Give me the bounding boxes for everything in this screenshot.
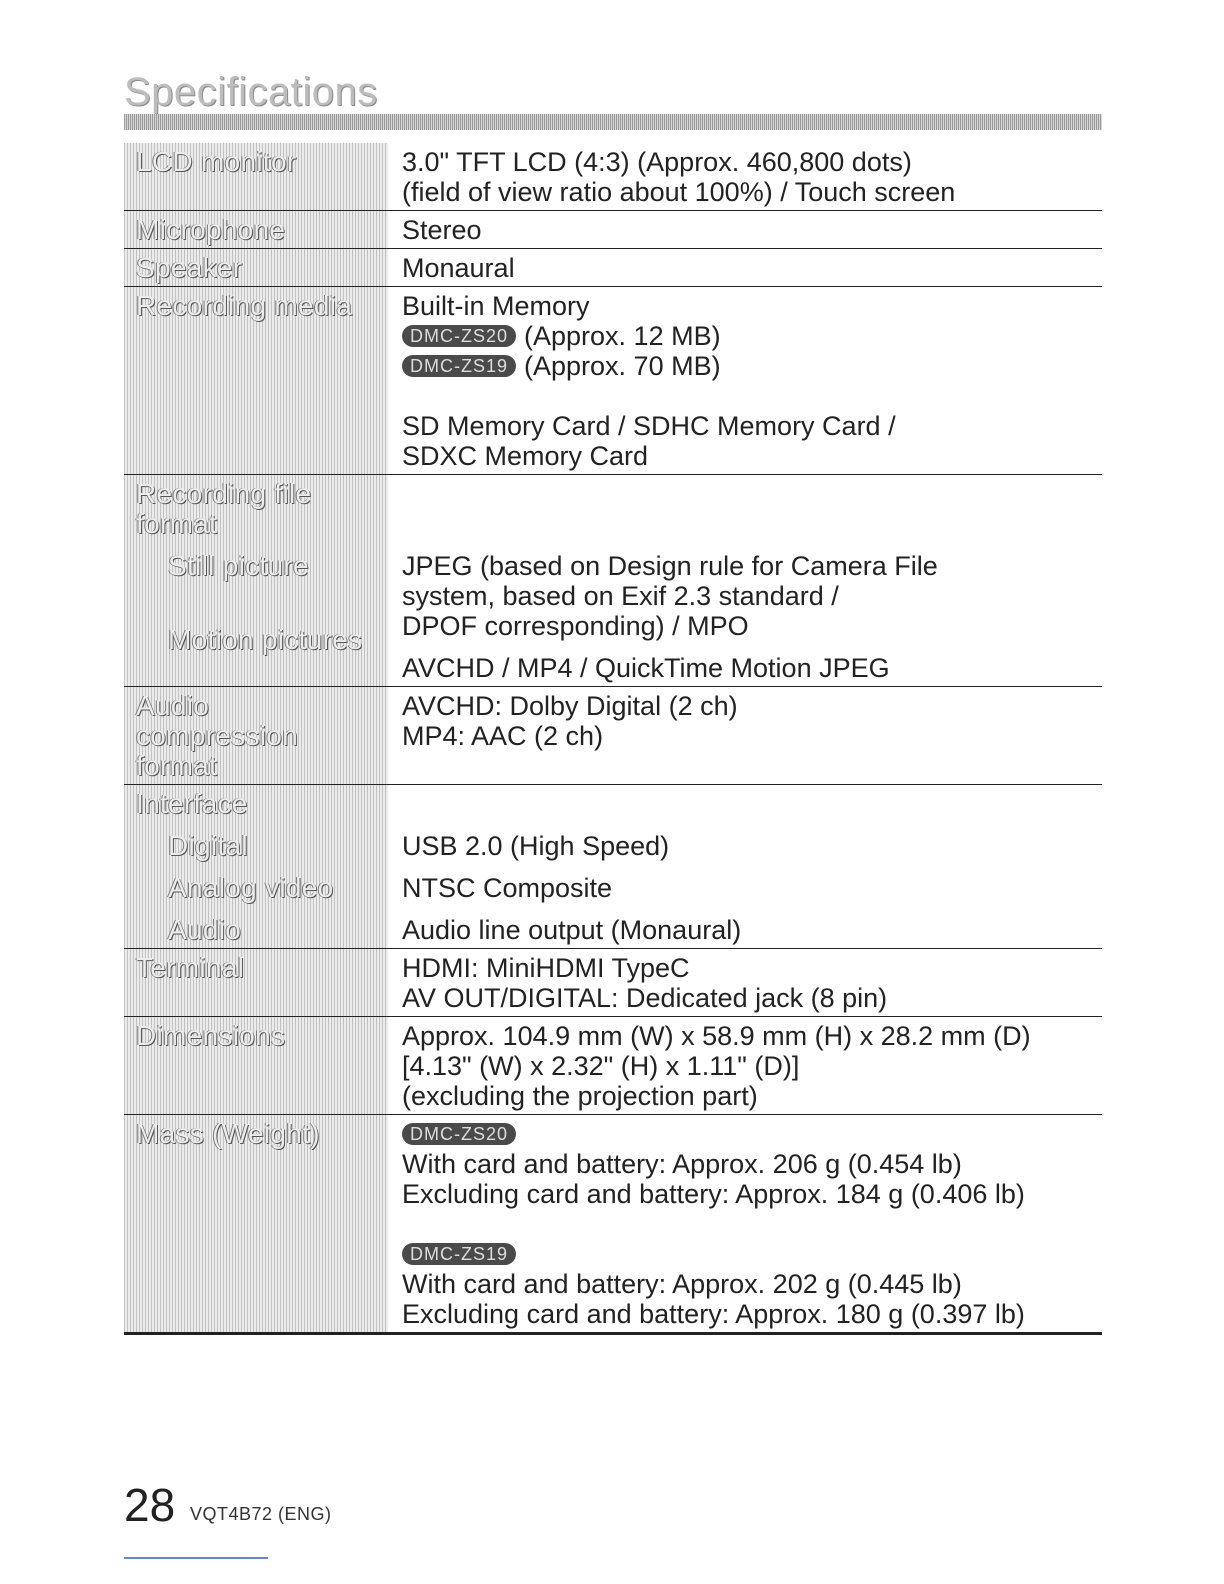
spec-row-interface: [124, 785, 1102, 949]
spec-sublabel-digital: Digital: [168, 830, 248, 861]
still-line-2: system, based on Exif 2.3 standard /: [402, 581, 839, 611]
spec-label-interface: Interface: [136, 788, 248, 819]
spec-label-recording-media: Recording media: [136, 290, 353, 321]
model-badge-zs19: DMC-ZS19: [402, 355, 516, 377]
value-cell: [388, 211, 1102, 248]
label-cell: [124, 287, 388, 474]
zs19-memory-line: [402, 351, 1102, 381]
dimensions-line-1: Approx. 104.9 mm (W) x 58.9 mm (H) x 28.2 mm (D): [402, 1021, 1031, 1051]
label-cell: [124, 949, 388, 1016]
spec-row-mass: [124, 1115, 1102, 1335]
spacer: [402, 789, 1102, 819]
audio-compression-line-2: MP4: AAC (2 ch): [402, 721, 604, 751]
model-badge-zs19: DMC-ZS19: [402, 1243, 516, 1265]
footer-rule: [124, 1557, 268, 1559]
value-cell: [388, 475, 1102, 686]
zs19-mass-header: [402, 1239, 1102, 1269]
value-cell: [388, 949, 1102, 1016]
spec-row-audio-compression: [124, 687, 1102, 785]
spec-label-terminal: Terminal: [136, 952, 245, 983]
zs19-mass-with: With card and battery: Approx. 202 g (0.445 lb): [402, 1269, 962, 1299]
label-cell: [124, 1017, 388, 1114]
value-cell: [388, 1017, 1102, 1114]
still-line-1: JPEG (based on Design rule for Camera File: [402, 551, 938, 581]
label-cell: [124, 211, 388, 248]
zs20-mass-with: With card and battery: Approx. 206 g (0.454 lb): [402, 1149, 962, 1179]
spec-label-dimensions: Dimensions: [136, 1020, 286, 1051]
spec-row-speaker: [124, 249, 1102, 287]
label-cell: [124, 687, 388, 784]
audio-output-value: Audio line output (Monaural): [402, 915, 742, 945]
dimensions-line-2: [4.13" (W) x 2.32" (H) x 1.11" (D)]: [402, 1051, 800, 1081]
spec-row-microphone: [124, 211, 1102, 249]
label-cell: [124, 249, 388, 286]
value-cell: [388, 687, 1102, 784]
still-line-3: DPOF corresponding) / MPO: [402, 611, 749, 641]
speaker-value: Monaural: [402, 253, 515, 283]
terminal-line-1: HDMI: MiniHDMI TypeC: [402, 953, 690, 983]
card-line-2: SDXC Memory Card: [402, 441, 649, 471]
spacer: [402, 381, 1102, 411]
label-cell: [124, 1115, 388, 1332]
built-in-memory: Built-in Memory: [402, 291, 590, 321]
analog-video-value: NTSC Composite: [402, 873, 613, 903]
page-title: Specifications: [124, 70, 378, 114]
value-cell: [388, 1115, 1102, 1332]
spec-label-recording-file-format: Recording file format: [136, 478, 312, 539]
lcd-line-1: 3.0" TFT LCD (4:3) (Approx. 460,800 dots): [402, 147, 912, 177]
audio-compression-line-1: AVCHD: Dolby Digital (2 ch): [402, 691, 738, 721]
zs20-memory-value: (Approx. 12 MB): [524, 321, 721, 351]
microphone-value: Stereo: [402, 215, 482, 245]
zs20-mass-without: Excluding card and battery: Approx. 184 g (0.406 lb): [402, 1179, 1025, 1209]
digital-value: USB 2.0 (High Speed): [402, 831, 670, 861]
spec-sublabel-audio: Audio: [168, 914, 242, 945]
zs20-mass-header: [402, 1119, 1102, 1149]
motion-value: AVCHD / MP4 / QuickTime Motion JPEG: [402, 653, 890, 683]
spec-row-recording-file-format: [124, 475, 1102, 687]
label-cell: [124, 143, 388, 210]
spec-label-mass: Mass (Weight): [136, 1118, 320, 1149]
model-badge-zs20: DMC-ZS20: [402, 325, 516, 347]
value-cell: [388, 287, 1102, 474]
spec-label-lcd-monitor: LCD monitor: [136, 146, 297, 177]
value-cell: [388, 249, 1102, 286]
spec-label-speaker: Speaker: [136, 252, 243, 283]
spec-sublabel-motion-pictures: Motion pictures: [168, 624, 363, 655]
title-rule: [124, 114, 1102, 130]
spec-row-dimensions: [124, 1017, 1102, 1115]
spec-row-terminal: [124, 949, 1102, 1017]
spec-label-audio-compression: Audio compression format: [136, 690, 299, 781]
spec-row-lcd-monitor: [124, 143, 1102, 211]
spec-sublabel-still-picture: Still picture: [168, 550, 309, 581]
model-badge-zs20: DMC-ZS20: [402, 1123, 516, 1145]
value-cell: [388, 785, 1102, 948]
page-number: 28: [124, 1479, 176, 1531]
spacer: [402, 479, 1102, 551]
value-cell: [388, 143, 1102, 210]
spec-sublabel-analog-video: Analog video: [168, 872, 334, 903]
dimensions-line-3: (excluding the projection part): [402, 1081, 758, 1111]
terminal-line-2: AV OUT/DIGITAL: Dedicated jack (8 pin): [402, 983, 888, 1013]
label-cell: [124, 785, 388, 948]
spacer: [402, 1209, 1102, 1239]
zs20-memory-line: [402, 321, 1102, 351]
specifications-table: [124, 143, 1102, 1335]
spec-row-recording-media: [124, 287, 1102, 475]
zs19-memory-value: (Approx. 70 MB): [524, 351, 721, 381]
spec-label-microphone: Microphone: [136, 214, 286, 245]
lcd-line-2: (field of view ratio about 100%) / Touch screen: [402, 177, 956, 207]
zs19-mass-without: Excluding card and battery: Approx. 180 g (0.397 lb): [402, 1299, 1025, 1329]
document-code: VQT4B72 (ENG): [190, 1504, 332, 1524]
card-line-1: SD Memory Card / SDHC Memory Card /: [402, 411, 896, 441]
label-cell: [124, 475, 388, 686]
